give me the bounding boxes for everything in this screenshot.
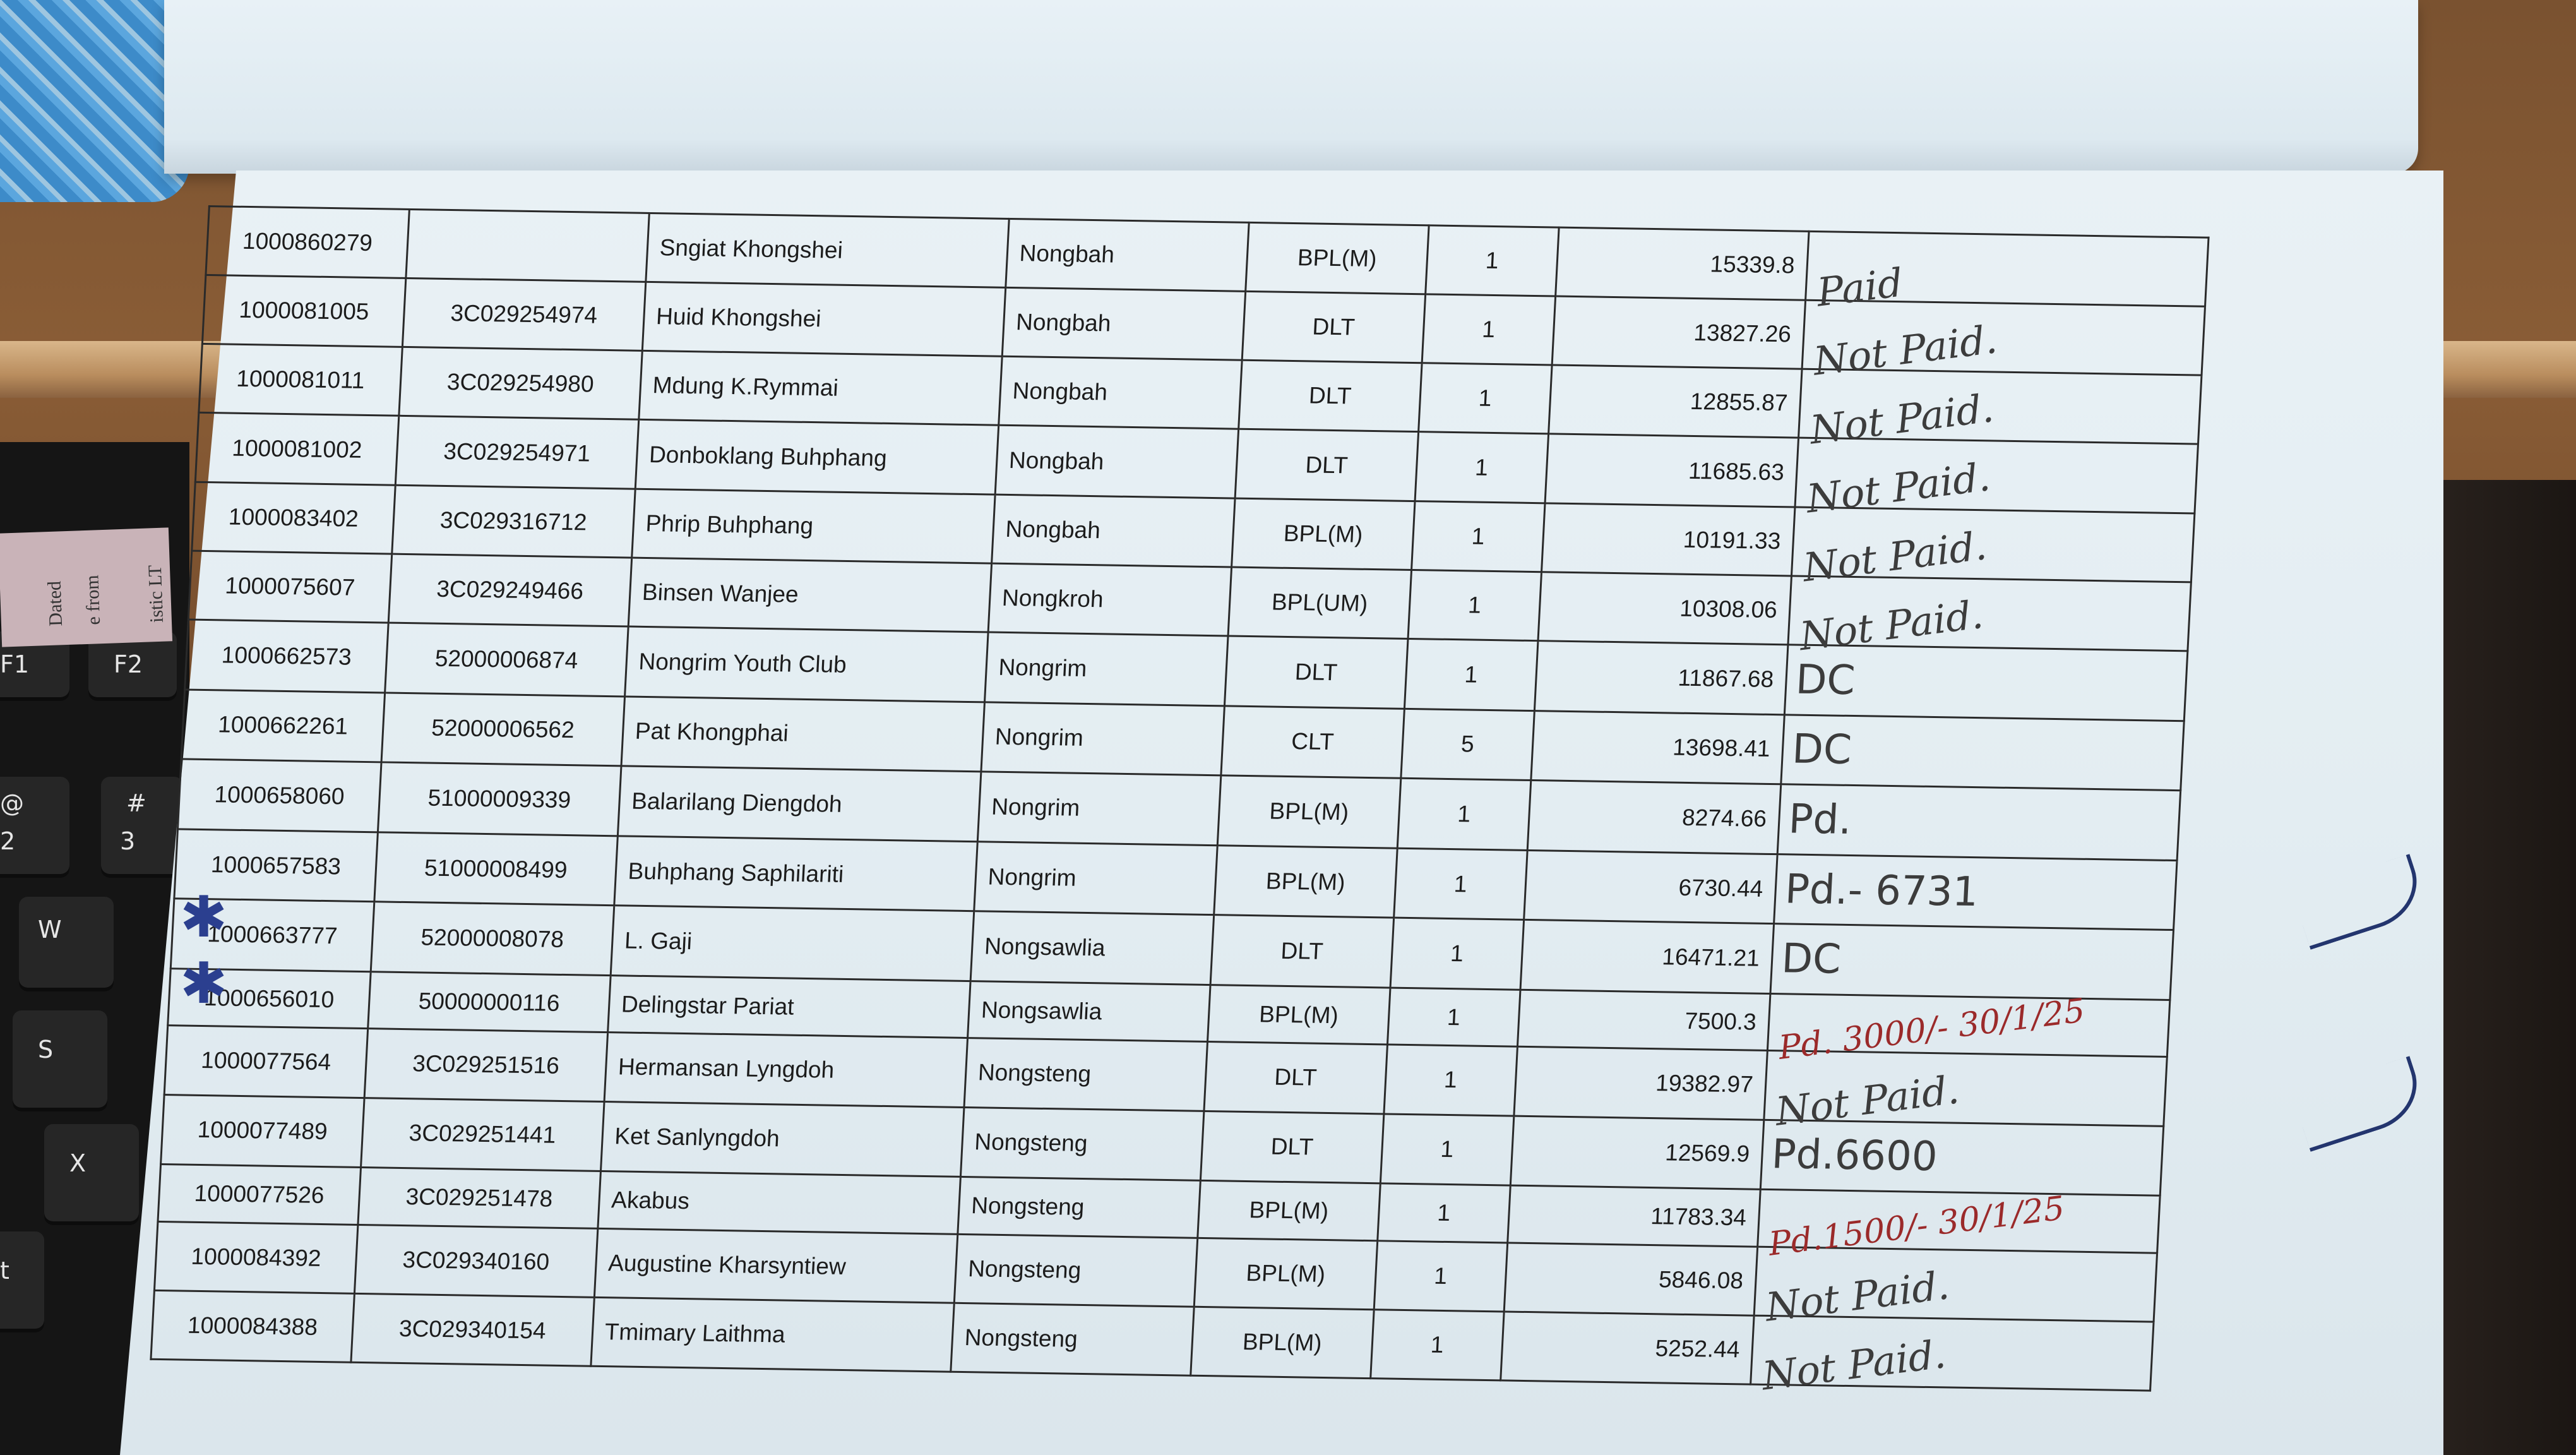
consumer-id: 3C029251478 xyxy=(358,1168,601,1228)
quantity: 1 xyxy=(1387,988,1520,1047)
amount-due: 5252.44 xyxy=(1500,1312,1753,1384)
consumer-name: Balarilang Diengdoh xyxy=(617,766,981,841)
area-name: Nongrim xyxy=(984,632,1228,705)
key-s[interactable] xyxy=(13,1010,107,1111)
payment-note: Pd.1500/- 30/1/25 xyxy=(1756,1168,2161,1274)
area-name: Nongsteng xyxy=(964,1038,1208,1111)
quantity: 1 xyxy=(1418,363,1551,434)
area-name: Nongbah xyxy=(998,357,1242,429)
blue-cloth xyxy=(0,0,189,202)
amount-due: 12855.87 xyxy=(1548,365,1801,438)
account-number: 1000077526 xyxy=(158,1165,361,1224)
consumer-name: Buhphang Saphilariti xyxy=(614,836,978,911)
key-label: F2 xyxy=(114,650,143,678)
area-name: Nongsteng xyxy=(958,1177,1201,1238)
account-number: 1000656010 xyxy=(168,969,371,1029)
amount-due: 7500.3 xyxy=(1517,990,1770,1051)
payment-note: Not Paid. xyxy=(1801,279,2205,397)
quantity: 1 xyxy=(1378,1183,1510,1243)
consumer-id: 50000000116 xyxy=(367,972,611,1033)
consumer-id: 51000009339 xyxy=(378,762,621,835)
category: BPL(M) xyxy=(1231,498,1415,570)
consumer-name: Akabus xyxy=(598,1171,961,1234)
account-number: 1000084392 xyxy=(154,1221,357,1293)
category: DLT xyxy=(1238,361,1422,433)
consumer-name: Binsen Wanjee xyxy=(628,558,992,632)
payment-note: Pd. xyxy=(1777,784,2181,860)
account-number: 1000658060 xyxy=(177,759,381,832)
category: DLT xyxy=(1235,429,1419,501)
booklet-line: istic LT xyxy=(144,565,168,623)
area-name: Nongrim xyxy=(977,772,1221,845)
quantity: 1 xyxy=(1411,501,1544,572)
category: BPL(M) xyxy=(1194,1238,1378,1310)
category: BPL(M) xyxy=(1191,1307,1374,1379)
key-w[interactable] xyxy=(19,897,114,991)
area-name: Nongrim xyxy=(981,702,1225,775)
amount-due: 19382.97 xyxy=(1514,1047,1767,1120)
consumer-id: 3C029254974 xyxy=(402,278,646,351)
key-label: S xyxy=(38,1036,54,1063)
area-name: Nongbah xyxy=(995,426,1239,498)
area-name: Nongrim xyxy=(974,841,1217,914)
category: BPL(M) xyxy=(1207,985,1390,1045)
payment-note: DC xyxy=(1770,924,2173,1000)
category: BPL(M) xyxy=(1198,1181,1381,1241)
key-label: F1 xyxy=(0,650,30,678)
account-number: 1000077564 xyxy=(164,1026,367,1098)
account-number: 1000077489 xyxy=(161,1094,364,1167)
payment-note: Pd.6600 xyxy=(1760,1120,2164,1195)
account-number: 1000083402 xyxy=(192,482,395,554)
quantity: 1 xyxy=(1371,1309,1504,1380)
consumer-name: Augustine Kharsyntiew xyxy=(594,1228,958,1303)
category: BPL(M) xyxy=(1213,845,1397,918)
payment-note: Not Paid. xyxy=(1787,554,2191,673)
quantity: 1 xyxy=(1380,1113,1513,1185)
payment-note: Not Paid. xyxy=(1750,1294,2154,1412)
category: CLT xyxy=(1221,705,1405,778)
consumer-id: 3C029251516 xyxy=(364,1029,608,1101)
account-number: 1000663777 xyxy=(170,899,374,971)
area-name: Nongsteng xyxy=(951,1303,1195,1375)
amount-due: 11685.63 xyxy=(1545,434,1798,506)
area-name: Nongsteng xyxy=(954,1234,1198,1307)
consumer-id: 3C029340154 xyxy=(351,1293,595,1366)
payment-note: Not Paid. xyxy=(1794,417,2198,535)
quantity: 1 xyxy=(1384,1045,1517,1115)
ledger-table xyxy=(150,205,2209,1399)
consumer-name: Delingstar Pariat xyxy=(607,976,970,1038)
booklet xyxy=(0,527,172,647)
consumer-id: 3C029316712 xyxy=(391,485,635,558)
quantity: 1 xyxy=(1374,1240,1507,1311)
account-number: 1000084388 xyxy=(151,1290,354,1362)
quantity: 1 xyxy=(1404,638,1537,710)
quantity: 1 xyxy=(1408,570,1541,640)
consumer-id: 3C029251441 xyxy=(361,1098,604,1171)
payment-note: Paid xyxy=(1804,210,2209,328)
consumer-name: Nongrim Youth Club xyxy=(624,626,988,702)
consumer-name: Huid Khongshei xyxy=(642,282,1006,357)
consumer-name: Hermansan Lyngdoh xyxy=(604,1033,968,1107)
area-name: Nongkroh xyxy=(988,563,1232,636)
quantity: 5 xyxy=(1401,709,1534,781)
category: DLT xyxy=(1200,1111,1384,1183)
amount-due: 10191.33 xyxy=(1541,503,1794,575)
amount-due: 16471.21 xyxy=(1520,920,1774,994)
quantity: 1 xyxy=(1393,848,1527,920)
category: BPL(UM) xyxy=(1228,567,1412,639)
category: DLT xyxy=(1210,915,1394,988)
consumer-name: Mdung K.Rymmai xyxy=(638,351,1002,426)
category: BPL(M) xyxy=(1217,775,1401,848)
amount-due: 5846.08 xyxy=(1504,1243,1757,1315)
consumer-id: 51000008499 xyxy=(374,832,618,906)
payment-note: Pd. 3000/- 30/1/25 xyxy=(1767,973,2171,1079)
amount-due: 11783.34 xyxy=(1507,1185,1760,1247)
quantity: 1 xyxy=(1422,294,1555,365)
quantity: 1 xyxy=(1397,778,1530,850)
quantity: 1 xyxy=(1390,918,1524,990)
category: DLT xyxy=(1224,636,1408,709)
consumer-name: Ket Sanlyngdoh xyxy=(600,1101,964,1177)
category: DLT xyxy=(1242,291,1426,363)
amount-due: 13698.41 xyxy=(1530,710,1784,784)
consumer-name: Phrip Buhphang xyxy=(631,489,995,563)
booklet-line: e from xyxy=(81,574,105,626)
area-name: Nongbah xyxy=(1006,219,1249,291)
paper-top-curl xyxy=(164,0,2418,174)
consumer-id: 52000006562 xyxy=(381,693,625,766)
key-label: X xyxy=(69,1149,86,1177)
consumer-name: L. Gaji xyxy=(611,906,974,981)
quantity: 1 xyxy=(1415,432,1548,503)
consumer-name: Pat Khongphai xyxy=(621,696,985,771)
star-mark-icon: ✱ xyxy=(180,884,228,950)
consumer-table xyxy=(150,205,2209,1399)
account-number: 1000657583 xyxy=(174,829,378,902)
payment-note: Not Paid. xyxy=(1763,1029,2168,1147)
amount-due: 15339.8 xyxy=(1555,227,1808,300)
account-number: 1000075607 xyxy=(188,551,391,623)
consumer-name: Donboklang Buhphang xyxy=(635,420,999,494)
star-mark-icon: ✱ xyxy=(180,950,228,1017)
key-label: @ xyxy=(0,789,24,817)
category: DLT xyxy=(1204,1042,1388,1114)
payment-note: DC xyxy=(1784,645,2188,721)
key-3[interactable] xyxy=(101,777,183,878)
payment-note: DC xyxy=(1780,714,2184,790)
area-name: Nongsteng xyxy=(960,1107,1204,1180)
consumer-name: Sngiat Khongshei xyxy=(646,213,1010,287)
consumer-id xyxy=(406,209,650,282)
amount-due: 13827.26 xyxy=(1552,296,1805,369)
amount-due: 11867.68 xyxy=(1534,641,1787,715)
account-number: 1000662261 xyxy=(181,690,385,762)
account-number: 1000081011 xyxy=(199,344,402,416)
key-label: 2 xyxy=(0,827,16,855)
area-name: Nongsawlia xyxy=(970,911,1214,985)
key-label: W xyxy=(38,916,62,943)
payment-note: Not Paid. xyxy=(1798,348,2202,466)
table-body xyxy=(151,207,2209,1399)
account-number: 1000081005 xyxy=(202,275,405,347)
consumer-id: 3C029340160 xyxy=(354,1224,598,1297)
amount-due: 8274.66 xyxy=(1527,781,1780,854)
consumer-id: 3C029254980 xyxy=(398,347,642,420)
payment-note: Not Paid. xyxy=(1791,486,2195,604)
consumer-id: 3C029249466 xyxy=(388,554,632,626)
consumer-name: Tmimary Laithma xyxy=(591,1297,955,1372)
payment-note: Pd.- 6731 xyxy=(1774,854,2177,930)
key-x[interactable] xyxy=(44,1124,139,1225)
account-number: 1000860279 xyxy=(206,207,409,278)
key-label: t xyxy=(0,1257,9,1284)
amount-due: 10308.06 xyxy=(1538,572,1791,645)
quantity: 1 xyxy=(1425,225,1558,296)
area-name: Nongbah xyxy=(991,494,1235,567)
payment-note: Not Paid. xyxy=(1753,1225,2157,1343)
key-label: 3 xyxy=(120,827,136,855)
area-name: Nongbah xyxy=(1002,288,1246,361)
key-2[interactable] xyxy=(0,777,69,878)
amount-due: 12569.9 xyxy=(1510,1116,1763,1190)
key-label: # xyxy=(126,789,146,817)
amount-due: 6730.44 xyxy=(1524,850,1777,924)
booklet-line: Dated xyxy=(44,580,67,627)
consumer-id: 52000006874 xyxy=(385,623,628,696)
consumer-id: 52000008078 xyxy=(371,902,614,975)
key-t[interactable] xyxy=(0,1231,44,1332)
area-name: Nongsawlia xyxy=(967,981,1210,1042)
account-number: 1000081002 xyxy=(195,413,398,485)
consumer-id: 3C029254971 xyxy=(395,416,639,489)
category: BPL(M) xyxy=(1245,222,1429,294)
account-number: 1000662573 xyxy=(185,620,388,692)
